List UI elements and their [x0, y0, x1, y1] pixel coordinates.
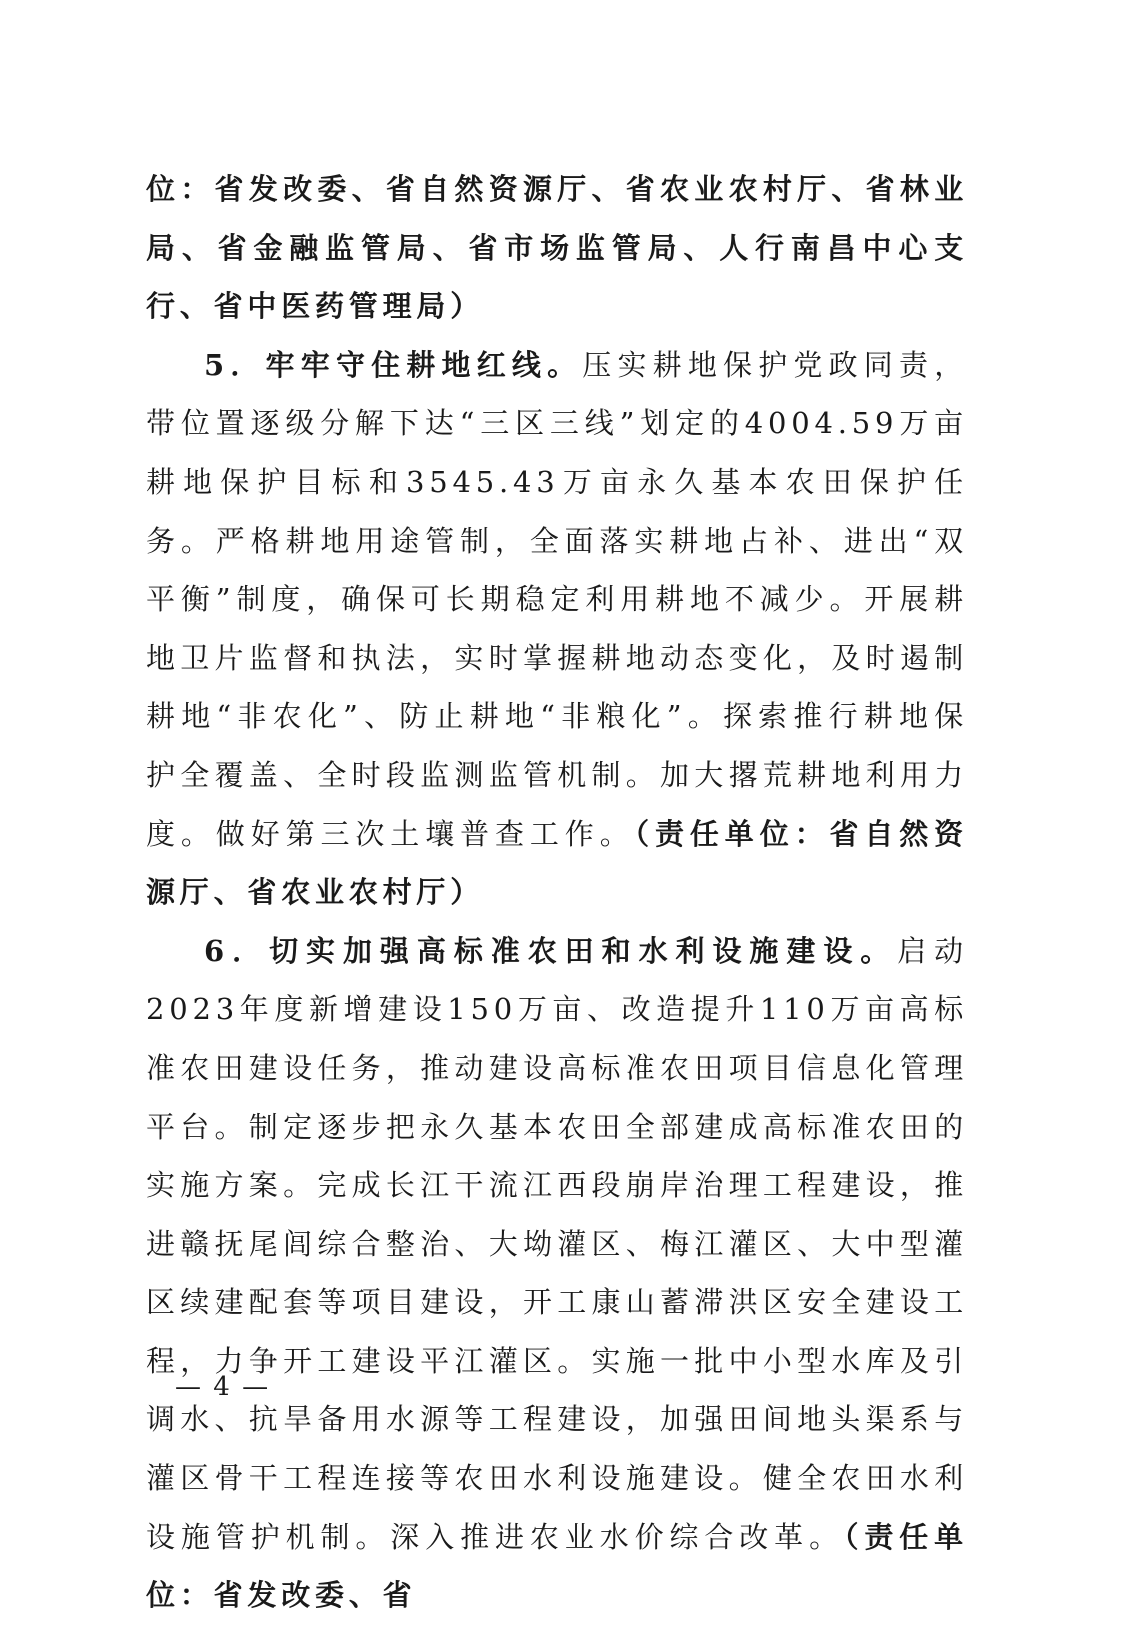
section-5-heading: 5．牢牢守住耕地红线。	[204, 347, 583, 382]
section-6-responsibility: （责任单位：省发改委、省	[146, 1519, 968, 1613]
section-5-paragraph	[146, 336, 968, 922]
page-number: — 4 —	[175, 1372, 271, 1402]
continued-responsibility-paragraph	[146, 160, 968, 336]
section-6-body: 启动2023年度新增建设150万亩、改造提升110万亩高标准农田建设任务，推动建设高标准农田项目信息化管理平台。制定逐步把永久基本农田全部建成高标准农田的实施方案。完成长江干流江西段崩岸治理工程建设，推进赣抚尾闾综合整治、大坳灌区、梅江灌区、大中型灌区续建配套等项目建设，开工康山蓄滞洪区安全建设工程，力争开工建设平江灌区。实施一批中小型水库及引调水、抗旱备用水源等工程建设，加强田间地头渠系与灌区骨干工程连接等农田水利设施建设。健全农田水利设施管护机制。深入推进农业水价综合改革。	[146, 933, 968, 1554]
section-6-heading: 6．切实加强高标准农田和水利设施建设。	[204, 933, 898, 968]
continued-responsibility-text: 位：省发改委、省自然资源厅、省农业农村厅、省林业局、省金融监管局、省市场监管局、人行南昌中心支行、省中医药管理局）	[146, 172, 968, 324]
section-5-body: 压实耕地保护党政同责，带位置逐级分解下达“三区三线”划定的4004.59万亩耕地保护目标和3545.43万亩永久基本农田保护任务。严格耕地用途管制，全面落实耕地占补、进出“双平衡”制度，确保可长期稳定利用耕地不减少。开展耕地卫片监督和执法，实时掌握耕地动态变化，及时遏制耕地“非农化”、防止耕地“非粮化”。探索推行耕地保护全覆盖、全时段监测监管机制。加大撂荒耕地利用力度。做好第三次土壤普查工作。	[146, 347, 968, 851]
section-5-responsibility: （责任单位：省自然资源厅、省农业农村厅）	[146, 816, 968, 910]
section-6-paragraph	[146, 922, 968, 1625]
document-body	[146, 160, 968, 1625]
